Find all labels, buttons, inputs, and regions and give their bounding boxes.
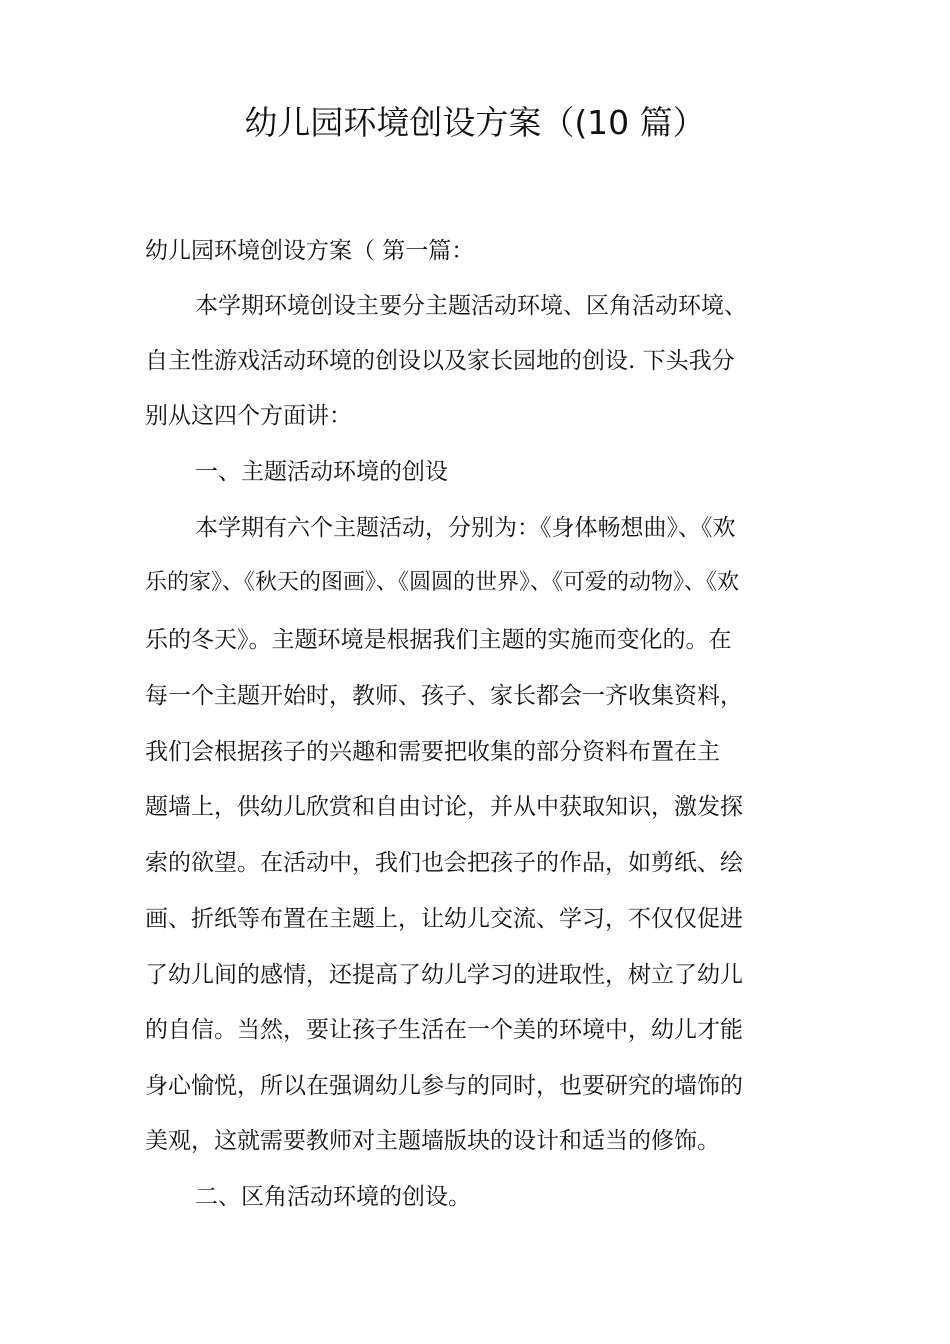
paragraph-line: 了幼儿间的感情，还提高了幼儿学习的进取性，树立了幼儿 [145,962,743,988]
paragraph-line: 我们会根据孩子的兴趣和需要把收集的部分资料布置在主 [145,739,720,765]
document-title: 幼儿园环境创设方案（(10 篇） [244,103,706,142]
paragraph-line: 乐的冬天》。主题环境是根据我们主题的实施而变化的。在 [145,627,732,653]
paragraph-line: 的自信。当然，要让孩子生活在一个美的环境中，幼儿才能 [145,1017,743,1043]
paragraph-line: 别从这四个方面讲： [145,403,352,429]
paragraph-line: 乐的家》、《秋天的图画》、《圆圆的世界》、《可爱的动物》、《欢 [145,570,740,595]
subsection-heading: 一、主题活动环境的创设 [195,459,448,485]
paragraph-line: 本学期环境创设主要分主题活动环境、区角活动环境、 [195,293,747,319]
paragraph-line: 画、折纸等布置在主题上，让幼儿交流、学习，不仅仅促进 [145,906,743,932]
subsection-heading: 二、区角活动环境的创设。 [195,1184,471,1210]
paragraph-line: 索的欲望。在活动中，我们也会把孩子的作品，如剪纸、绘 [145,850,743,876]
section-heading: 幼儿园环境创设方案（ 第一篇： [145,238,475,264]
paragraph-line: 本学期有六个主题活动，分别为：《身体畅想曲》、《欢 [195,515,736,541]
paragraph-line: 题墙上，供幼儿欣赏和自由讨论，并从中获取知识，激发探 [145,794,743,820]
paragraph-line: 美观，这就需要教师对主题墙版块的设计和适当的修饰。 [145,1128,720,1154]
paragraph-line: 自主性游戏活动环境的创设以及家长园地的创设. 下头我分 [145,348,735,374]
paragraph-line: 每一个主题开始时，教师、孩子、家长都会一齐收集资料， [145,683,743,709]
paragraph-line: 身心愉悦，所以在强调幼儿参与的同时，也要研究的墙饰的 [145,1073,743,1099]
